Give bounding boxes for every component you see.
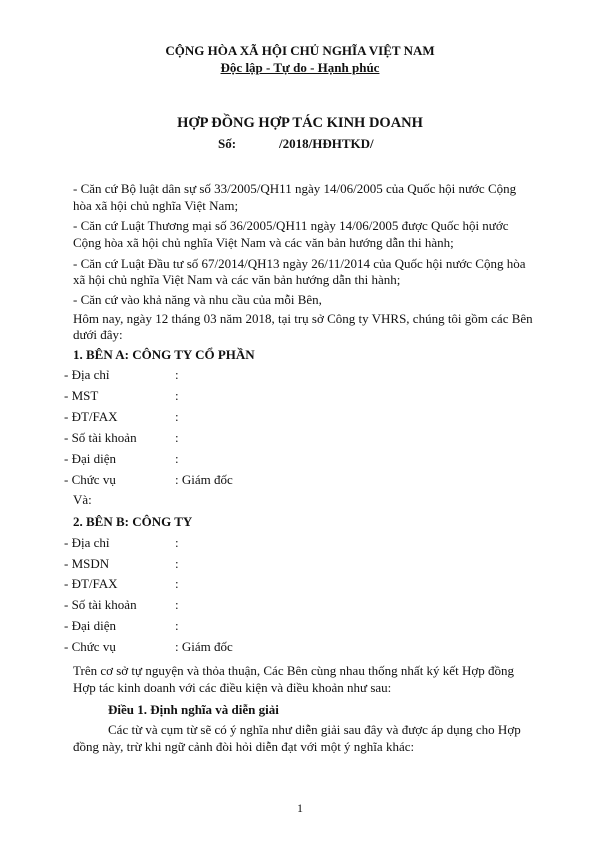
party-b-account-label: - Số tài khoản bbox=[64, 597, 137, 612]
agreement-line1: Trên cơ sở tự nguyện và thỏa thuận, Các Bên cùng nhau thống nhất ký kết Hợp đồng bbox=[73, 663, 514, 678]
party-a-account-value: : bbox=[175, 430, 179, 445]
preamble-investment-law-line1: - Căn cứ Luật Đầu tư số 67/2014/QH13 ngày 26/11/2014 của Quốc hội nước Cộng hòa bbox=[73, 256, 526, 271]
party-b-position-value: : Giám đốc bbox=[175, 639, 233, 654]
party-a-position-value: : Giám đốc bbox=[175, 472, 233, 487]
party-a-representative-label: - Đại diện bbox=[64, 451, 116, 466]
party-a-phone-fax-value: : bbox=[175, 409, 179, 424]
party-a-representative-value: : bbox=[175, 451, 179, 466]
preamble-capability: - Căn cứ vào khả năng và nhu cầu của mỗi Bên, bbox=[73, 292, 322, 307]
party-a-heading: 1. BÊN A: CÔNG TY CỔ PHẦN bbox=[73, 347, 255, 362]
party-b-phone-fax-label: - ĐT/FAX bbox=[64, 576, 118, 591]
preamble-commercial-law-line2: Cộng hòa xã hội chủ nghĩa Việt Nam và các văn bản hướng dẫn thi hành; bbox=[73, 235, 454, 250]
party-b-representative-value: : bbox=[175, 618, 179, 633]
party-a-address-label: - Địa chỉ bbox=[64, 367, 110, 382]
page-number: 1 bbox=[297, 801, 303, 815]
party-a-phone-fax-label: - ĐT/FAX bbox=[64, 409, 118, 424]
article-1-line2: đồng này, trừ khi ngữ cảnh đòi hỏi diễn đạt với một ý nghĩa khác: bbox=[73, 739, 415, 754]
party-b-position-label: - Chức vụ bbox=[64, 639, 116, 654]
party-a-tax-code-value: : bbox=[175, 388, 179, 403]
party-b-heading: 2. BÊN B: CÔNG TY bbox=[73, 514, 193, 529]
conjunction-and: Và: bbox=[73, 492, 92, 507]
national-motto bbox=[0, 60, 600, 76]
party-a-address-value: : bbox=[175, 367, 179, 382]
party-b-account-value: : bbox=[175, 597, 179, 612]
contract-number-value: /2018/HĐHTKD/ bbox=[279, 136, 374, 151]
national-motto-text: Độc lập - Tự do - Hạnh phúc bbox=[220, 60, 380, 75]
party-b-business-code-value: : bbox=[175, 556, 179, 571]
party-b-address-value: : bbox=[175, 535, 179, 550]
party-b-business-code-label: - MSDN bbox=[64, 556, 110, 571]
party-a-position-label: - Chức vụ bbox=[64, 472, 116, 487]
preamble-investment-law-line2: xã hội chủ nghĩa Việt Nam và các văn bản hướng dẫn thi hành; bbox=[73, 272, 401, 287]
contract-title: HỢP ĐỒNG HỢP TÁC KINH DOANH bbox=[177, 115, 423, 131]
party-b-representative-label: - Đại diện bbox=[64, 618, 116, 633]
article-1-line1: Các từ và cụm từ sẽ có ý nghĩa như diễn giải sau đây và được áp dụng cho Hợp bbox=[108, 722, 521, 737]
party-a-tax-code-label: - MST bbox=[64, 388, 99, 403]
contract-number-label: Số: bbox=[218, 136, 237, 151]
party-b-address-label: - Địa chỉ bbox=[64, 535, 110, 550]
article-1-heading: Điều 1. Định nghĩa và diễn giải bbox=[108, 702, 279, 717]
country-name: CỘNG HÒA XÃ HỘI CHỦ NGHĨA VIỆT NAM bbox=[165, 43, 435, 58]
party-a-account-label: - Số tài khoản bbox=[64, 430, 137, 445]
preamble-civil-code-line1: - Căn cứ Bộ luật dân sự số 33/2005/QH11 ngày 14/06/2005 của Quốc hội nước Cộng bbox=[73, 181, 517, 196]
intro-line1: Hôm nay, ngày 12 tháng 03 năm 2018, tại trụ sở Công ty VHRS, chúng tôi gồm các Bên bbox=[73, 311, 533, 326]
agreement-line2: Hợp tác kinh doanh với các điều kiện và điều khoản như sau: bbox=[73, 680, 392, 695]
preamble-commercial-law-line1: - Căn cứ Luật Thương mại số 36/2005/QH11 ngày 14/06/2005 được Quốc hội nước bbox=[73, 218, 509, 233]
preamble-civil-code-line2: hòa xã hội chủ nghĩa Việt Nam; bbox=[73, 198, 239, 213]
party-b-phone-fax-value: : bbox=[175, 576, 179, 591]
intro-line2: dưới đây: bbox=[73, 327, 123, 342]
